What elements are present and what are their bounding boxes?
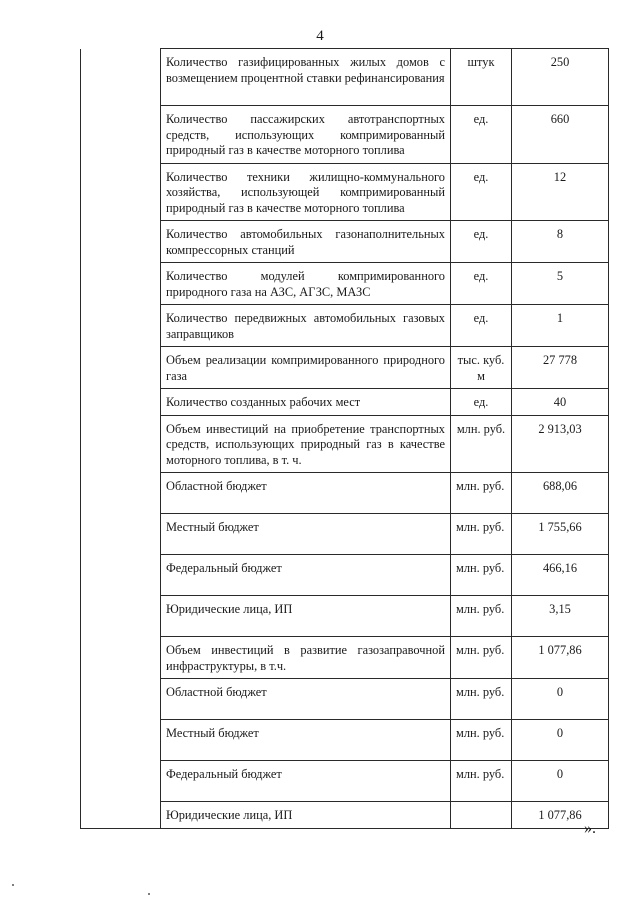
indicator-unit: тыс. куб. м	[451, 347, 512, 389]
indicator-name: Федеральный бюджет	[161, 555, 451, 596]
indicator-unit: ед.	[451, 305, 512, 347]
indicator-value: 0	[512, 761, 609, 802]
indicator-unit: ед.	[451, 221, 512, 263]
indicator-name: Областной бюджет	[161, 679, 451, 720]
closing-quote: ».	[584, 820, 596, 837]
table-row	[81, 305, 609, 347]
indicator-name: Количество модулей компримированного природного газа на АЗС, АГЗС, МАЗС	[161, 263, 451, 305]
indicator-unit: млн. руб.	[451, 514, 512, 555]
indicator-value: 688,06	[512, 473, 609, 514]
table-row	[81, 596, 609, 637]
indicator-name: Местный бюджет	[161, 720, 451, 761]
indicator-value: 27 778	[512, 347, 609, 389]
indicator-value: 3,15	[512, 596, 609, 637]
indicator-unit: штук	[451, 49, 512, 106]
indicator-value: 12	[512, 163, 609, 221]
indicator-unit: млн. руб.	[451, 679, 512, 720]
table-row	[81, 163, 609, 221]
indicator-name: Количество автомобильных газонаполнительных компрессорных станций	[161, 221, 451, 263]
table-row	[81, 802, 609, 829]
indicator-name: Количество техники жилищно-коммунального хозяйства, использующей компримированный природный газ в качестве моторного топлива	[161, 163, 451, 221]
indicator-name: Местный бюджет	[161, 514, 451, 555]
indicator-name: Количество пассажирских автотранспортных средств, использующих компримированный природный газ в качестве моторного топлива	[161, 106, 451, 164]
table-row	[81, 637, 609, 679]
indicator-value: 1	[512, 305, 609, 347]
indicator-unit: млн. руб.	[451, 596, 512, 637]
indicators-table	[80, 48, 609, 829]
scan-speck	[12, 884, 14, 886]
indicator-unit: ед.	[451, 389, 512, 416]
indicator-value: 250	[512, 49, 609, 106]
indicator-value: 2 913,03	[512, 415, 609, 473]
table-row	[81, 221, 609, 263]
table-row	[81, 679, 609, 720]
indicator-unit: млн. руб.	[451, 415, 512, 473]
indicator-value: 0	[512, 679, 609, 720]
indicator-name: Количество газифицированных жилых домов с возмещением процентной ставки рефинансирования	[161, 49, 451, 106]
table-row	[81, 720, 609, 761]
indicator-unit: млн. руб.	[451, 720, 512, 761]
table-row	[81, 514, 609, 555]
indicator-unit	[451, 802, 512, 829]
indicator-unit: ед.	[451, 263, 512, 305]
indicator-unit: млн. руб.	[451, 761, 512, 802]
table-row	[81, 473, 609, 514]
table-row	[81, 555, 609, 596]
indicator-unit: млн. руб.	[451, 555, 512, 596]
indicator-unit: ед.	[451, 106, 512, 164]
indicator-name: Количество передвижных автомобильных газовых заправщиков	[161, 305, 451, 347]
indicator-name: Областной бюджет	[161, 473, 451, 514]
indicator-value: 1 755,66	[512, 514, 609, 555]
indicator-value: 5	[512, 263, 609, 305]
table-row	[81, 49, 609, 106]
indicator-name: Объем инвестиций на приобретение транспортных средств, использующих природный газ в качестве моторного топлива, в т. ч.	[161, 415, 451, 473]
page-number: 4	[316, 28, 324, 44]
indicator-value: 0	[512, 720, 609, 761]
indicator-value: 40	[512, 389, 609, 416]
indicator-name: Федеральный бюджет	[161, 761, 451, 802]
indicator-name: Количество созданных рабочих мест	[161, 389, 451, 416]
table-row	[81, 761, 609, 802]
table-row	[81, 106, 609, 164]
table-row	[81, 263, 609, 305]
indicator-name: Юридические лица, ИП	[161, 596, 451, 637]
table-row	[81, 389, 609, 416]
indicator-name: Объем реализации компримированного природного газа	[161, 347, 451, 389]
indicator-value: 1 077,86	[512, 637, 609, 679]
table-row	[81, 415, 609, 473]
indicator-value: 466,16	[512, 555, 609, 596]
indicator-unit: млн. руб.	[451, 637, 512, 679]
indicator-value: 660	[512, 106, 609, 164]
left-blank-column	[81, 49, 161, 829]
scan-speck	[148, 893, 150, 895]
table-row	[81, 347, 609, 389]
indicator-name: Юридические лица, ИП	[161, 802, 451, 829]
indicator-unit: ед.	[451, 163, 512, 221]
indicator-value: 1 077,86	[512, 802, 609, 829]
indicator-value: 8	[512, 221, 609, 263]
indicator-name: Объем инвестиций в развитие газозаправочной инфраструктуры, в т.ч.	[161, 637, 451, 679]
indicator-unit: млн. руб.	[451, 473, 512, 514]
